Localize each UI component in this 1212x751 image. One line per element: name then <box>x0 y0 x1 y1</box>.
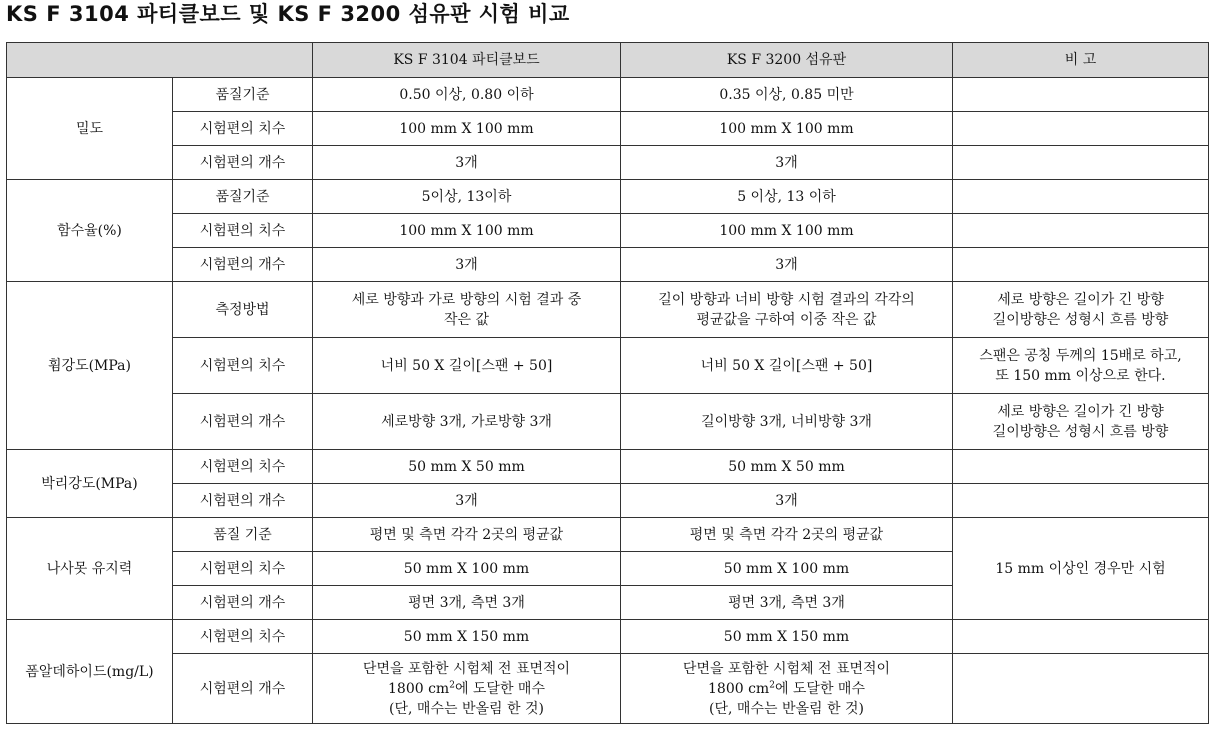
ks3200-cell: 100 mm X 100 mm <box>621 214 953 248</box>
item-cell: 시험편의 치수 <box>173 338 313 394</box>
ks3104-cell <box>313 282 621 338</box>
category-density: 밀도 <box>7 78 173 180</box>
note-cell <box>953 338 1209 394</box>
category-formaldehyde: 폼알데하이드(mg/L) <box>7 620 173 724</box>
note-cell <box>953 180 1209 214</box>
note-cell: 15 mm 이상인 경우만 시험 <box>953 518 1209 620</box>
ks3104-cell: 평면 및 측면 각각 2곳의 평균값 <box>313 518 621 552</box>
note-cell <box>953 620 1209 654</box>
note-cell <box>953 112 1209 146</box>
ks3200-cell: 50 mm X 100 mm <box>621 552 953 586</box>
table-row <box>7 112 1209 146</box>
note-line: 또 150 mm 이상으로 한다. <box>995 367 1166 384</box>
ks3200-cell: 50 mm X 50 mm <box>621 450 953 484</box>
ks3104-cell: 50 mm X 100 mm <box>313 552 621 586</box>
ks3104-cell: 너비 50 X 길이[스팬 + 50] <box>313 338 621 394</box>
comparison-table <box>6 42 1209 724</box>
item-cell: 시험편의 치수 <box>173 620 313 654</box>
ks3200-cell <box>621 282 953 338</box>
header-ks3200: KS F 3200 섬유판 <box>621 43 953 78</box>
category-bending: 휨강도(MPa) <box>7 282 173 450</box>
item-cell: 측정방법 <box>173 282 313 338</box>
ks3104-cell: 5이상, 13이하 <box>313 180 621 214</box>
table-row <box>7 282 1209 338</box>
area-suffix: 에 도달한 매수 <box>454 680 545 697</box>
table-row <box>7 484 1209 518</box>
item-cell: 시험편의 치수 <box>173 450 313 484</box>
table-row <box>7 620 1209 654</box>
ks3200-cell <box>621 654 953 724</box>
table-row <box>7 518 1209 552</box>
note-cell <box>953 214 1209 248</box>
ks3104-cell: 3개 <box>313 146 621 180</box>
item-cell: 시험편의 개수 <box>173 586 313 620</box>
table-row <box>7 654 1209 724</box>
item-cell: 품질기준 <box>173 180 313 214</box>
area-suffix: 에 도달한 매수 <box>774 680 865 697</box>
ks3200-cell: 너비 50 X 길이[스팬 + 50] <box>621 338 953 394</box>
ks3200-line: 길이 방향과 너비 방향 시험 결과의 각각의 <box>658 291 915 308</box>
ks3200-line: 단면을 포함한 시험체 전 표면적이 <box>682 660 891 677</box>
ks3104-cell: 100 mm X 100 mm <box>313 112 621 146</box>
table-header-row <box>7 43 1209 78</box>
area-value: 1800 cm <box>708 680 770 697</box>
header-blank-cell <box>7 43 313 78</box>
ks3200-cell: 3개 <box>621 146 953 180</box>
ks3200-cell: 평면 3개, 측면 3개 <box>621 586 953 620</box>
ks3104-cell: 50 mm X 50 mm <box>313 450 621 484</box>
table-row <box>7 146 1209 180</box>
ks3200-line: (단, 매수는 반올림 한 것) <box>709 700 864 717</box>
header-ks3104: KS F 3104 파티클보드 <box>313 43 621 78</box>
item-cell: 시험편의 개수 <box>173 248 313 282</box>
item-cell: 시험편의 치수 <box>173 552 313 586</box>
note-line: 세로 방향은 길이가 긴 방향 <box>997 403 1164 420</box>
item-cell: 시험편의 치수 <box>173 112 313 146</box>
area-unit-exponent: 2 <box>449 679 455 690</box>
ks3200-cell: 5 이상, 13 이하 <box>621 180 953 214</box>
ks3104-cell: 100 mm X 100 mm <box>313 214 621 248</box>
header-note: 비 고 <box>953 43 1209 78</box>
ks3104-line: 작은 값 <box>443 311 490 328</box>
note-cell <box>953 282 1209 338</box>
ks3200-line: 평균값을 구하여 이중 작은 값 <box>696 311 877 328</box>
ks3104-line: 세로 방향과 가로 방향의 시험 결과 중 <box>351 291 582 308</box>
area-unit-exponent: 2 <box>769 679 775 690</box>
ks3200-cell: 3개 <box>621 248 953 282</box>
item-cell: 시험편의 개수 <box>173 654 313 724</box>
document-title: KS F 3104 파티클보드 및 KS F 3200 섬유판 시험 비교 <box>6 2 570 26</box>
note-cell <box>953 146 1209 180</box>
ks3104-line <box>317 679 616 699</box>
note-cell <box>953 78 1209 112</box>
category-screw: 나사못 유지력 <box>7 518 173 620</box>
table-row <box>7 180 1209 214</box>
table-row <box>7 338 1209 394</box>
ks3200-cell: 길이방향 3개, 너비방향 3개 <box>621 394 953 450</box>
ks3104-cell: 세로방향 3개, 가로방향 3개 <box>313 394 621 450</box>
note-line: 길이방향은 성형시 흐름 방향 <box>992 423 1169 440</box>
table-row <box>7 394 1209 450</box>
ks3104-cell: 0.50 이상, 0.80 이하 <box>313 78 621 112</box>
note-cell <box>953 394 1209 450</box>
note-cell <box>953 248 1209 282</box>
note-line: 스팬은 공칭 두께의 15배로 하고, <box>979 347 1182 364</box>
item-cell: 시험편의 개수 <box>173 146 313 180</box>
ks3104-cell <box>313 654 621 724</box>
ks3104-cell: 3개 <box>313 248 621 282</box>
ks3200-cell: 3개 <box>621 484 953 518</box>
ks3104-cell: 평면 3개, 측면 3개 <box>313 586 621 620</box>
category-moisture: 함수율(%) <box>7 180 173 282</box>
ks3200-cell: 100 mm X 100 mm <box>621 112 953 146</box>
table-row <box>7 450 1209 484</box>
area-value: 1800 cm <box>388 680 450 697</box>
note-line: 길이방향은 성형시 흐름 방향 <box>992 311 1169 328</box>
ks3200-line <box>625 679 948 699</box>
note-cell <box>953 654 1209 724</box>
ks3200-cell: 50 mm X 150 mm <box>621 620 953 654</box>
ks3104-cell: 3개 <box>313 484 621 518</box>
item-cell: 시험편의 개수 <box>173 394 313 450</box>
item-cell: 시험편의 치수 <box>173 214 313 248</box>
table-row <box>7 248 1209 282</box>
note-cell <box>953 450 1209 484</box>
ks3200-cell: 평면 및 측면 각각 2곳의 평균값 <box>621 518 953 552</box>
item-cell: 품질기준 <box>173 78 313 112</box>
table-row <box>7 214 1209 248</box>
item-cell: 품질 기준 <box>173 518 313 552</box>
category-peel: 박리강도(MPa) <box>7 450 173 518</box>
ks3200-cell: 0.35 이상, 0.85 미만 <box>621 78 953 112</box>
note-cell <box>953 484 1209 518</box>
ks3104-line: 단면을 포함한 시험체 전 표면적이 <box>362 660 571 677</box>
ks3104-cell: 50 mm X 150 mm <box>313 620 621 654</box>
note-line: 세로 방향은 길이가 긴 방향 <box>997 291 1164 308</box>
item-cell: 시험편의 개수 <box>173 484 313 518</box>
table-row <box>7 78 1209 112</box>
ks3104-line: (단, 매수는 반올림 한 것) <box>389 700 544 717</box>
